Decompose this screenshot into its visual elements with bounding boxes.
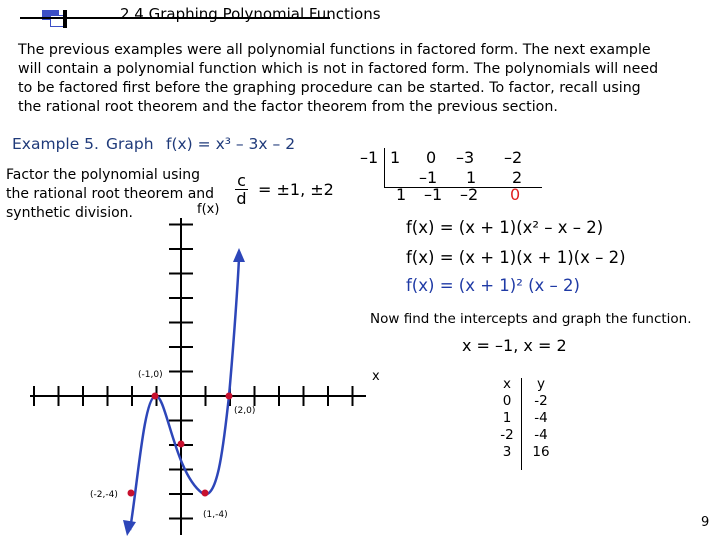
- example-label: Example 5.: [12, 135, 99, 153]
- label-neg2-neg4: (-2,-4): [90, 490, 118, 500]
- sd-r1-c4: –2: [504, 148, 523, 167]
- slide-title: 2.4 Graphing Polynomial Functions: [120, 5, 381, 23]
- sd-r2-c2: –1: [419, 168, 438, 187]
- point-neg1-0: [152, 393, 159, 400]
- factorization-step-2: f(x) = (x + 1)(x + 1)(x – 2): [406, 248, 626, 267]
- label-neg1-0: (-1,0): [138, 370, 163, 380]
- table-x-header: x: [503, 376, 511, 392]
- point-neg2-neg4: [128, 490, 135, 497]
- point-0-neg2: [178, 441, 185, 448]
- graph-axes: [30, 218, 366, 535]
- synthetic-divisor: –1: [360, 148, 379, 167]
- sd-r3-c3: –2: [460, 185, 479, 204]
- table-y-2: -4: [534, 427, 548, 443]
- curve-arrow-end-bottom: [123, 520, 136, 536]
- curve-arrow-end-top: [233, 248, 245, 262]
- sd-r1-c3: –3: [456, 148, 475, 167]
- sd-r2-c4: 2: [512, 168, 523, 187]
- fraction-numerator: c: [237, 171, 246, 190]
- table-x-2: -2: [500, 427, 514, 443]
- page-number: 9: [701, 515, 710, 530]
- title-decoration-bar: [63, 10, 67, 28]
- intro-paragraph: The previous examples were all polynomial functions in factored form. The next example will contain a polynomial function which is not in factored form. The polynomials will need to be factored first before the graphing procedure can be started. To factor, recall using the rational root theorem and the factor theorem from the previous section.: [18, 42, 659, 115]
- label-1-neg4: (1,-4): [203, 510, 228, 520]
- x-intercepts: x = –1, x = 2: [462, 336, 567, 355]
- point-1-neg4: [202, 490, 209, 497]
- rational-candidates: = ±1, ±2: [258, 180, 334, 199]
- intercepts-instructions: Now find the intercepts and graph the function.: [370, 311, 692, 327]
- x-axis-label: x: [372, 369, 380, 384]
- synthetic-divisor-bar: [384, 148, 385, 188]
- y-axis-label: f(x): [197, 202, 220, 217]
- sd-r1-c2: 0: [426, 148, 437, 167]
- table-y-3: 16: [532, 444, 550, 460]
- table-x-3: 3: [502, 444, 512, 460]
- synthetic-division: [360, 148, 540, 203]
- label-2-0: (2,0): [234, 406, 256, 416]
- sd-r2-c3: 1: [466, 168, 477, 187]
- factorization-final: f(x) = (x + 1)² (x – 2): [406, 276, 580, 295]
- example-function: f(x) = x³ – 3x – 2: [166, 135, 296, 153]
- table-y-1: -4: [534, 410, 548, 426]
- value-table: [490, 376, 560, 476]
- factor-instructions: Factor the polynomial using the rational root theorem and synthetic division.: [6, 167, 215, 221]
- sd-r3-c2: –1: [424, 185, 443, 204]
- table-x-1: 1: [502, 410, 512, 426]
- sd-r1-c1: 1: [390, 148, 401, 167]
- example-word: Graph: [106, 135, 154, 153]
- sd-r3-c1: 1: [396, 185, 407, 204]
- table-y-header: y: [537, 376, 545, 392]
- point-2-0: [226, 393, 233, 400]
- polynomial-graph: [0, 200, 400, 540]
- table-y-0: -2: [534, 393, 548, 409]
- table-x-0: 0: [502, 393, 512, 409]
- sd-remainder: 0: [510, 185, 521, 204]
- factorization-step-1: f(x) = (x + 1)(x² – x – 2): [406, 218, 604, 237]
- fraction-denominator: d: [236, 189, 247, 208]
